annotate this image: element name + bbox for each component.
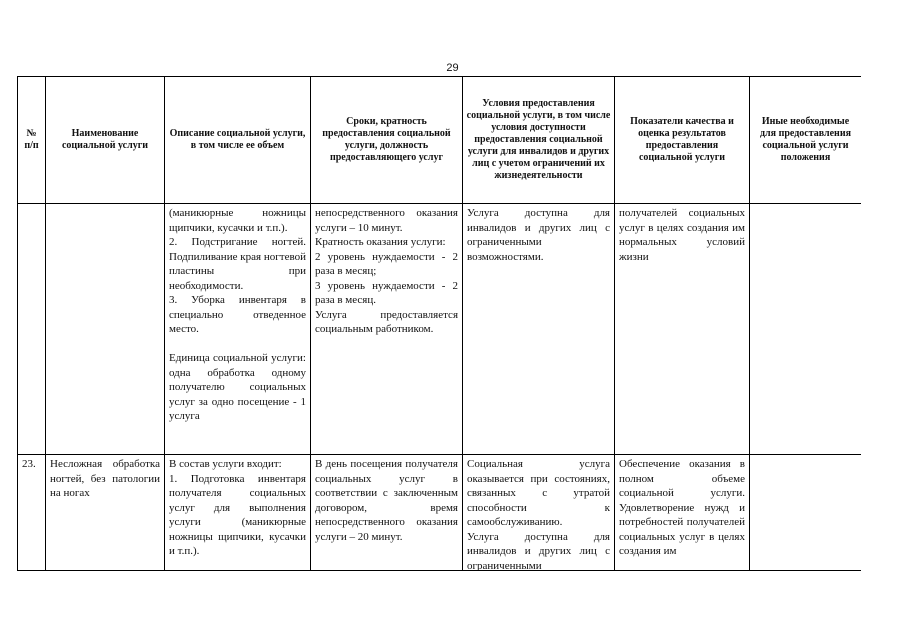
cell-name: Несложная обработка ногтей, без патологии на ногах (46, 455, 165, 572)
terms-line: В день посещения получателя социальных услуг в соответствии с заключенным договором, время непосредственного оказания услуги – 20 минут. (315, 458, 458, 543)
cell-quality (615, 455, 750, 572)
conditions-line: Услуга доступна для инвалидов и других лиц с ограниченными возможностями. (467, 207, 610, 263)
cell-terms (311, 455, 463, 572)
header-other: Иные необходимые для предоставления социальной услуги положения (750, 77, 862, 204)
table-header-row (18, 77, 862, 204)
description-spacer (169, 337, 306, 352)
terms-line: непосредственного оказания услуги – 10 минут. (315, 207, 458, 234)
description-line: В состав услуги входит: (169, 458, 282, 470)
quality-line: получателей социальных услуг в целях создания им нормальных условий жизни (619, 207, 745, 263)
terms-line: 2 уровень нуждаемости - 2 раза в месяц; (315, 250, 458, 277)
services-table (17, 76, 861, 571)
services-table-wrapper (17, 76, 861, 571)
page-number: 29 (446, 62, 459, 74)
description-line: 1. Подготовка инвентаря получателя социальных услуг для выполнения услуги (маникюрные ножницы щипчики, кусачки и т.п.). (169, 472, 306, 557)
header-quality: Показатели качества и оценка результатов предоставления социальной услуги (615, 77, 750, 204)
cell-terms (311, 204, 463, 455)
header-name: Наименование социальной услуги (46, 77, 165, 204)
description-line: 3. Уборка инвентаря в специально отведенное место. (169, 294, 306, 335)
cell-name (46, 204, 165, 455)
header-conditions: Условия предоставления социальной услуги, в том числе условия доступности предоставления социальной услуги для инвалидов и других лиц с учетом ограничений их жизнедеятельности (463, 77, 615, 204)
cell-quality (615, 204, 750, 455)
table-row (18, 455, 862, 572)
header-terms: Сроки, кратность предоставления социальной услуги, должность предоставляющего услуг (311, 77, 463, 204)
header-description: Описание социальной услуги, в том числе ее объем (165, 77, 311, 204)
terms-line: 3 уровень нуждаемости - 2 раза в месяц. (315, 279, 458, 306)
quality-line: Обеспечение оказания в полном объеме социальной услуги. Удовлетворение нужд и потребностей получателей социальных услуг в целях создания им (619, 458, 745, 557)
description-line: 2. Подстригание ногтей. Подпиливание края ногтевой пластины при необходимости. (169, 236, 306, 292)
cell-description (165, 455, 311, 572)
terms-line: Кратность оказания услуги: (315, 236, 446, 248)
header-num: № п/п (18, 77, 46, 204)
terms-line: Услуга предоставляется социальным работником. (315, 308, 458, 335)
table-row (18, 204, 862, 455)
cell-num: 23. (18, 455, 46, 572)
cell-other (750, 204, 862, 455)
description-line: (маникюрные ножницы щипчики, кусачки и т.п.). (169, 207, 306, 234)
cell-conditions (463, 455, 615, 572)
cell-num (18, 204, 46, 455)
cell-other (750, 455, 862, 572)
description-line: Единица социальной услуги: одна обработка одному получателю социальных услуг за одно посещение - 1 услуга (169, 352, 306, 422)
cell-description (165, 204, 311, 455)
conditions-line: Услуга доступна для инвалидов и других лиц с ограниченными (467, 530, 610, 571)
conditions-line: Социальная услуга оказывается при состояниях, связанных с утратой способности к самообслуживанию. (467, 458, 610, 528)
cell-conditions (463, 204, 615, 455)
